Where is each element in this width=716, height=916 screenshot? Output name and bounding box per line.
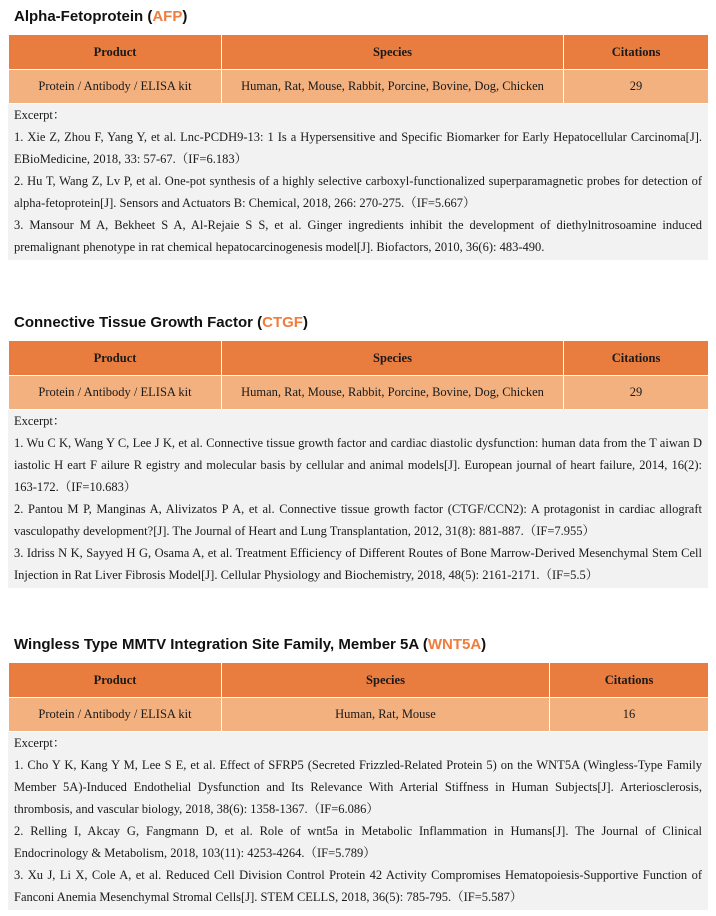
species-header: Species xyxy=(222,35,564,70)
title-suffix: ) xyxy=(182,8,188,25)
section-ctgf xyxy=(8,313,708,588)
product-cell: Protein / Antibody / ELISA kit xyxy=(9,376,222,410)
citations-header: Citations xyxy=(550,663,709,698)
title-abbreviation: CTGF xyxy=(262,314,303,331)
title-prefix: Connective Tissue Growth Factor ( xyxy=(14,314,263,331)
excerpt-label: Excerpt： xyxy=(14,108,66,122)
table-row xyxy=(9,698,709,732)
reference-item: 1. Xie Z, Zhou F, Yang Y, et al. Lnc-PCDH9-13: 1 Is a Hypersensitive and Specific Biomarker for Early Hepatocellular Carcinoma[J]. EBioMedicine, 2018, 33: 57-67.（IF=6.183） xyxy=(14,130,702,166)
excerpt-block xyxy=(8,410,708,588)
title-abbreviation: WNT5A xyxy=(427,636,482,653)
table-header-row xyxy=(9,341,709,376)
product-header: Product xyxy=(9,663,222,698)
excerpt-block xyxy=(8,104,708,260)
reference-item: 2. Relling I, Akcay G, Fangmann D, et al. Role of wnt5a in Metabolic Inflammation in Humans[J]. The Journal of Clinical Endocrinology & Metabolism, 2018, 103(11): 4253-4264.（IF=5.789） xyxy=(14,824,702,860)
section-wnt5a xyxy=(8,635,708,910)
excerpt-label: Excerpt： xyxy=(14,736,66,750)
citations-cell: 16 xyxy=(550,698,709,732)
species-cell: Human, Rat, Mouse xyxy=(222,698,550,732)
title-suffix: ) xyxy=(481,636,487,653)
product-table xyxy=(8,662,709,732)
title-prefix: Alpha-Fetoprotein ( xyxy=(14,8,153,25)
reference-item: 2. Hu T, Wang Z, Lv P, et al. One-pot synthesis of a highly selective carboxyl-functionalized superparamagnetic probes for detection of alpha-fetoprotein[J]. Sensors and Actuators B: Chemical, 2018, 266: 270-275.（IF=5.667） xyxy=(14,174,702,210)
excerpt-label: Excerpt： xyxy=(14,414,66,428)
reference-item: 2. Pantou M P, Manginas A, Alivizatos P A, et al. Connective tissue growth factor (CTGF/CCN2): A protagonist in cardiac allograft vasculopathy development?[J]. The Journal of Heart and Lung Transplantation, 2012, 31(8): 881-887.（IF=7.955） xyxy=(14,502,702,538)
product-header: Product xyxy=(9,341,222,376)
reference-item: 1. Cho Y K, Kang Y M, Lee S E, et al. Effect of SFRP5 (Secreted Frizzled‐Related Protein 5) on the WNT5A (Wingless-Type Family Member 5A)-Induced Endothelial Dysfunction and Its Relevance With Arterial Stiffness in Human Subjects[J]. Arteriosclerosis, thrombosis, and vascular biology, 2018, 38(6): 1358-1367.（IF=6.086） xyxy=(14,758,702,816)
reference-item: 3. Idriss N K, Sayyed H G, Osama A, et al. Treatment Efficiency of Different Routes of Bone Marrow-Derived Mesenchymal Stem Cell Injection in Rat Liver Fibrosis Model[J]. Cellular Physiology and Biochemistry, 2018, 48(5): 2161-2171.（IF=5.5） xyxy=(14,546,702,582)
table-header-row xyxy=(9,663,709,698)
table-header-row xyxy=(9,35,709,70)
section-title xyxy=(8,313,708,333)
product-cell: Protein / Antibody / ELISA kit xyxy=(9,698,222,732)
section-title xyxy=(8,635,708,655)
species-header: Species xyxy=(222,341,564,376)
product-table xyxy=(8,34,709,104)
title-abbreviation: AFP xyxy=(152,8,183,25)
table-row xyxy=(9,70,709,104)
reference-item: 1. Wu C K, Wang Y C, Lee J K, et al. Connective tissue growth factor and cardiac diastolic dysfunction: human data from the T aiwan D iastolic H eart F ailure R egistry and molecular basis by cellular and animal models[J]. European journal of heart failure, 2014, 16(2): 163-172.（IF=10.683） xyxy=(14,436,702,494)
excerpt-block xyxy=(8,732,708,910)
citations-cell: 29 xyxy=(564,376,709,410)
reference-item: 3. Mansour M A, Bekheet S A, Al‐Rejaie S S, et al. Ginger ingredients inhibit the development of diethylnitrosoamine induced premalignant phenotype in rat chemical hepatocarcinogenesis model[J]. Biofactors, 2010, 36(6): 483-490. xyxy=(14,218,702,254)
table-row xyxy=(9,376,709,410)
section-afp xyxy=(8,7,708,260)
title-suffix: ) xyxy=(302,314,308,331)
section-title xyxy=(8,7,708,27)
citations-header: Citations xyxy=(564,35,709,70)
product-table xyxy=(8,340,709,410)
reference-item: 3. Xu J, Li X, Cole A, et al. Reduced Cell Division Control Protein 42 Activity Compromises Hematopoiesis‐Supportive Function of Fanconi Anemia Mesenchymal Stromal Cells[J]. STEM CELLS, 2018, 36(5): 785-795.（IF=5.587） xyxy=(14,868,702,904)
product-header: Product xyxy=(9,35,222,70)
citations-header: Citations xyxy=(564,341,709,376)
species-header: Species xyxy=(222,663,550,698)
species-cell: Human, Rat, Mouse, Rabbit, Porcine, Bovine, Dog, Chicken xyxy=(222,70,564,104)
product-cell: Protein / Antibody / ELISA kit xyxy=(9,70,222,104)
citations-cell: 29 xyxy=(564,70,709,104)
title-prefix: Wingless Type MMTV Integration Site Family, Member 5A ( xyxy=(14,636,428,653)
species-cell: Human, Rat, Mouse, Rabbit, Porcine, Bovine, Dog, Chicken xyxy=(222,376,564,410)
